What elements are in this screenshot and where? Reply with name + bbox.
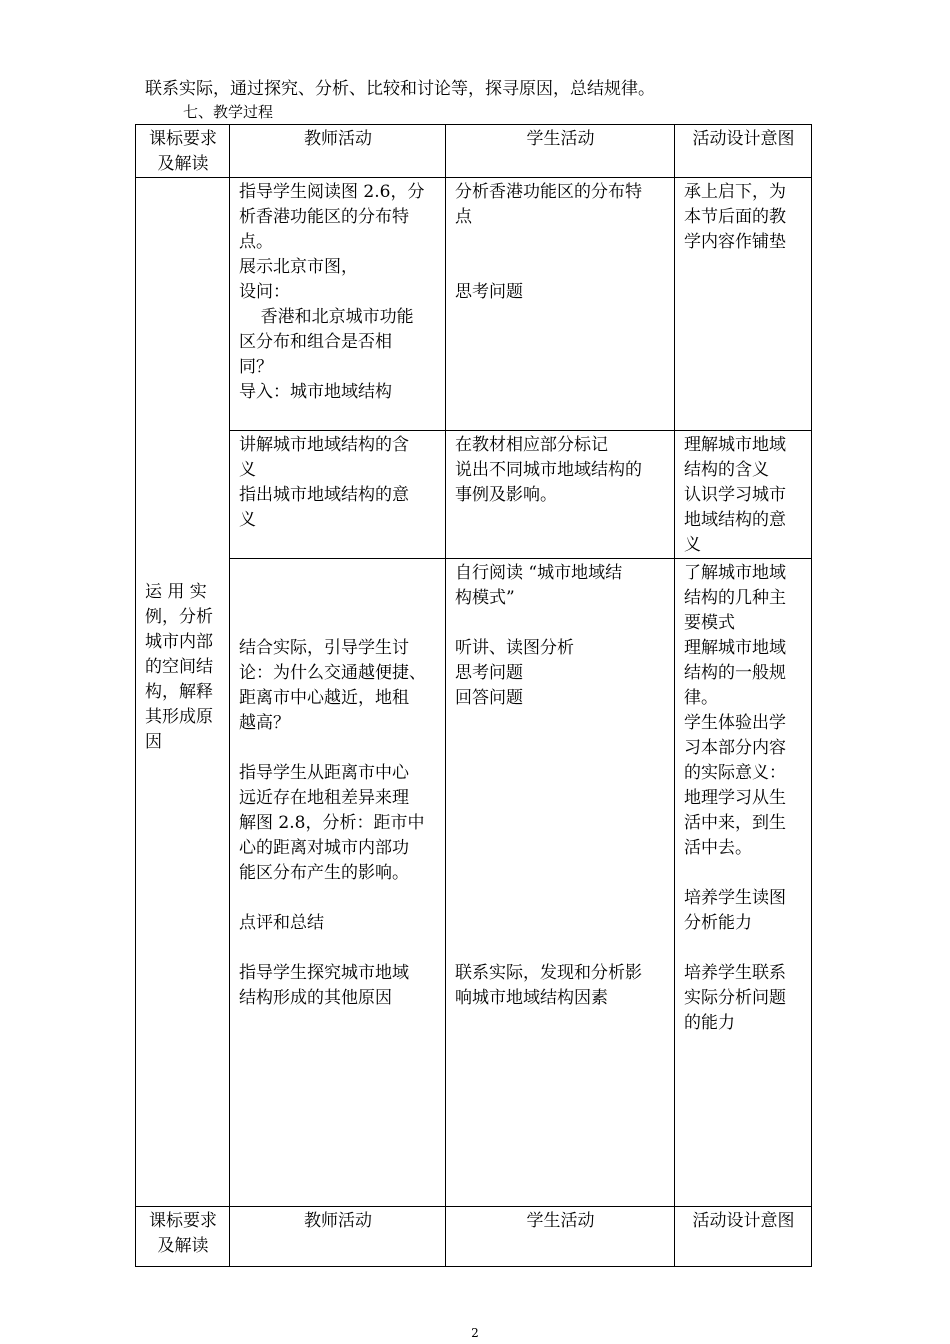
teaching-process-table bbox=[135, 124, 812, 1267]
design-intent-cell: 承上启下，为 本节后面的教 学内容作铺垫 bbox=[675, 178, 812, 431]
footer-header-standard: 课标要求 及解读 bbox=[136, 1207, 230, 1267]
header-teacher-activity: 教师活动 bbox=[230, 125, 446, 178]
footer-header-teacher-activity: 教师活动 bbox=[230, 1207, 446, 1267]
header-standard: 课标要求 及解读 bbox=[136, 125, 230, 178]
header-design-intent: 活动设计意图 bbox=[675, 125, 812, 178]
teacher-activity-cell: 结合实际，引导学生讨 论：为什么交通越便捷、 距离市中心越近，地租 越高？ 指导学生从距离市中心 远近存在地租差异来理 解图 2.8，分析：距市中 心的距离对城市内部功 能区分布产生的影响。 点评和总结 指导学生探究城市地域 结构形成的其他原因 bbox=[230, 559, 446, 1207]
table-row bbox=[136, 431, 812, 559]
intro-text: 联系实际，通过探究、分析、比较和讨论等，探寻原因，总结规律。 bbox=[145, 79, 655, 99]
footer-header-design-intent: 活动设计意图 bbox=[675, 1207, 812, 1267]
student-activity-cell: 在教材相应部分标记 说出不同城市地域结构的 事例及影响。 bbox=[446, 431, 675, 559]
header-student-activity: 学生活动 bbox=[446, 125, 675, 178]
design-intent-cell: 理解城市地域 结构的含义 认识学习城市 地域结构的意 义 bbox=[675, 431, 812, 559]
section-title: 七、教学过程 bbox=[183, 103, 274, 121]
design-intent-cell: 了解城市地域 结构的几种主 要模式 理解城市地域 结构的一般规 律。 学生体验出学 习本部分内容 的实际意义： 地理学习从生 活中来，到生 活中去。 培养学生读图 分析能力 培养学生联系 实际分析问题 的能力 bbox=[675, 559, 812, 1207]
table-row bbox=[136, 178, 812, 431]
student-activity-cell: 分析香港功能区的分布特 点 思考问题 bbox=[446, 178, 675, 431]
teacher-activity-cell: 指导学生阅读图 2.6，分 析香港功能区的分布特 点。 展示北京市图， 设问： 香港和北京城市功能 区分布和组合是否相 同？ 导入：城市地域结构 bbox=[230, 178, 446, 431]
table-header-row bbox=[136, 125, 812, 178]
teacher-activity-cell: 讲解城市地域结构的含 义 指出城市地域结构的意 义 bbox=[230, 431, 446, 559]
table-row bbox=[136, 559, 812, 1207]
page-number: 2 bbox=[471, 1326, 479, 1340]
curriculum-standard-cell: 运 用 实 例，分析 城市内部 的空间结 构，解释 其形成原 因 bbox=[136, 178, 230, 1207]
student-activity-cell: 自行阅读 “城市地域结 构模式” 听讲、读图分析 思考问题 回答问题 联系实际，发现和分析影 响城市地域结构因素 bbox=[446, 559, 675, 1207]
footer-header-student-activity: 学生活动 bbox=[446, 1207, 675, 1267]
table-footer-header-row bbox=[136, 1207, 812, 1267]
